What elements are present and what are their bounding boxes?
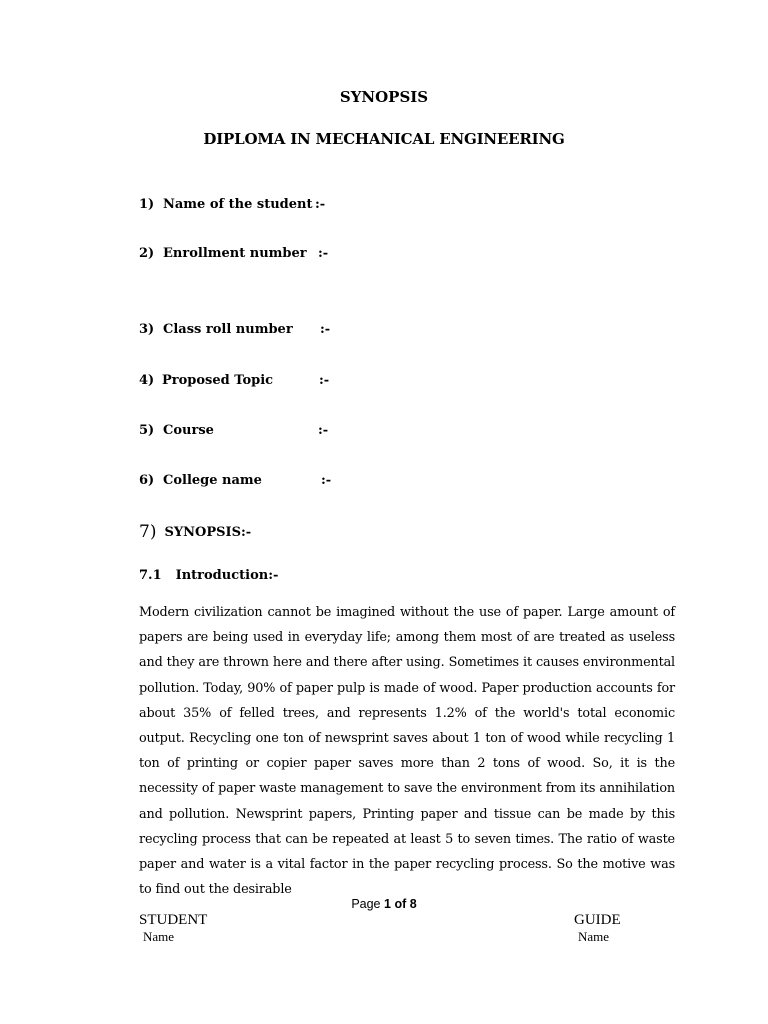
field-label: Course xyxy=(163,423,214,438)
field-separator: :- xyxy=(320,322,331,337)
field-number: 6) xyxy=(139,473,155,488)
field-separator: :- xyxy=(318,423,329,438)
field-number: 3) xyxy=(139,322,155,337)
introduction-number: 7.1 xyxy=(139,568,162,583)
page-total: 8 xyxy=(409,897,417,911)
document-title: SYNOPSIS xyxy=(339,88,429,106)
field-label: Proposed Topic xyxy=(162,373,274,388)
page-prefix: Page xyxy=(351,897,381,911)
guide-name-label: Name xyxy=(578,929,610,944)
field-separator: :- xyxy=(318,246,329,261)
field-number: 5) xyxy=(139,423,155,438)
synopsis-number: 7) xyxy=(139,522,157,542)
synopsis-heading xyxy=(139,522,251,542)
student-role: STUDENT xyxy=(139,912,208,928)
synopsis-label: SYNOPSIS:- xyxy=(164,525,252,540)
introduction-label: Introduction:- xyxy=(175,568,279,583)
field-label: Class roll number xyxy=(163,322,293,337)
document-subtitle: DIPLOMA IN MECHANICAL ENGINEERING xyxy=(203,130,565,148)
field-separator: :- xyxy=(319,373,330,388)
field-number: 4) xyxy=(139,373,155,388)
field-separator: :- xyxy=(315,197,326,212)
field-number: 2) xyxy=(139,246,155,261)
field-label: Enrollment number xyxy=(163,246,307,261)
field-number: 1) xyxy=(139,197,155,212)
student-name-label: Name xyxy=(143,929,175,944)
student-signature-block xyxy=(139,912,207,945)
introduction-paragraph: Modern civilization cannot be imagined without the use of paper. Large amount of papers are being used in everyday life; among them most of are treated as useless and they are thrown here and there after using. Sometimes it causes environmental pollution. Today, 90% of paper pulp is made of wood. Paper production accounts for about 35% of felled trees, and represents 1.2% of the world's total economic output. Recycling one ton of newsprint saves about 1 ton of wood while recycling 1 ton of printing or copier paper saves more than 2 tons of wood. So, it is the necessity of paper waste management to save the environment from its annihilation and pollution. Newsprint papers, Printing paper and tissue can be made by this recycling process that can be repeated at least 5 to seven times. The ratio of waste paper and water is a vital factor in the paper recycling process. So the motive was to find out the desirable xyxy=(139,605,675,898)
page-of: of xyxy=(394,897,407,911)
page-number xyxy=(0,897,768,911)
guide-role: GUIDE xyxy=(574,912,621,928)
guide-signature-block xyxy=(574,912,621,945)
field-label: College name xyxy=(163,473,262,488)
field-separator: :- xyxy=(321,473,332,488)
introduction-heading xyxy=(139,568,278,583)
field-label: Name of the student xyxy=(163,197,313,212)
page-current: 1 xyxy=(384,897,391,911)
